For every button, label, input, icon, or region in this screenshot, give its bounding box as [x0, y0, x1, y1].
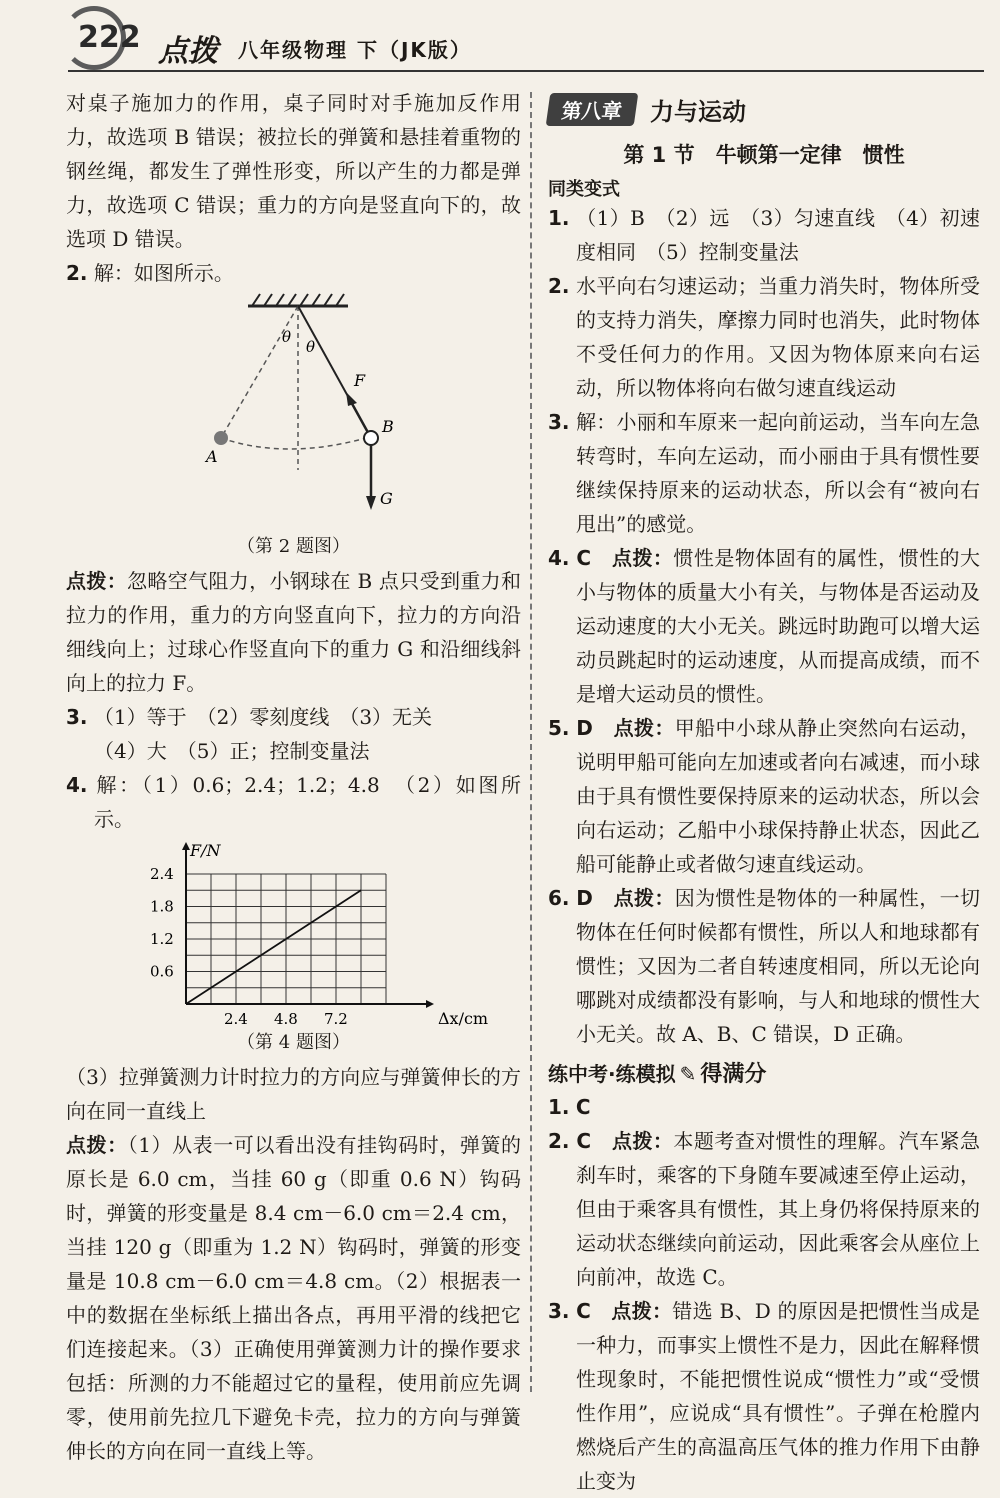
y-tick-label: 0.6	[150, 962, 174, 981]
q3-number: 3.	[66, 705, 88, 729]
force-G-label: G	[380, 489, 393, 508]
theta-left-label: θ	[282, 328, 292, 346]
column-divider	[530, 92, 532, 1392]
q2-tip-label: 点拨：	[66, 569, 128, 593]
page-header	[0, 0, 1000, 80]
list-item	[548, 1294, 980, 1498]
item-number: 3.	[548, 1299, 570, 1323]
item-text: 惯性是物体固有的属性，惯性的大小与物体的质量大小有关，与物体是否运动及运动速度的大小无关。跳远时助跑可以增大运动员跳起时的运动速度，从而提高成绩，而不是增大运动员的惯性。	[576, 546, 981, 706]
series-line	[186, 890, 361, 1004]
brand-logo: 点拨	[158, 34, 218, 69]
item-tip: D 点拨：	[576, 716, 675, 740]
item-number: 5.	[548, 716, 570, 740]
list-item	[548, 1124, 980, 1294]
item-number: 6.	[548, 886, 570, 910]
subsection-title: 同类变式	[548, 179, 620, 200]
x-axis-label: Δx/cm	[438, 1009, 489, 1026]
q4-tip	[66, 1128, 521, 1468]
item-tip: C	[575, 1095, 591, 1119]
q4-part3: （3）拉弹簧测力计时拉力的方向应与弹簧伸长的方向在同一直线上	[66, 1065, 521, 1123]
item-text: 水平向右匀速运动；当重力消失时，物体所受的支持力消失，摩擦力同时也消失，此时物体不受任何力的作用。又因为物体原来向右运动，所以物体将向右做匀速直线运动	[576, 274, 981, 400]
exam-suffix: 得满分	[700, 1062, 767, 1087]
y-tick-label: 2.4	[150, 865, 174, 883]
theta-right-label: θ	[306, 338, 316, 356]
list-item	[548, 541, 980, 711]
point-A-label: A	[206, 447, 218, 466]
list-item	[548, 405, 980, 541]
item-number: 1.	[548, 1095, 570, 1119]
q4-tip-text: （1）从表一可以看出没有挂钩码时，弹簧的原长是 6.0 cm，当挂 60 g（即重 0.6 N）钩码时，弹簧的形变量是 8.4 cm－6.0 cm＝2.4 cm，当挂 120 g（即重为 1.2 N）钩码时，弹簧的形变量是 10.8 cm－6.0 cm＝4.8 cm。（2）根据表一中的数据在坐标纸上描出各点，再用平滑的线把它们连接起来。（3）正确使用弹簧测力计的操作要求包括：所测的力不能超过它的量程，使用前应先调零，使用前先拉几下避免卡壳，拉力的方向与弹簧伸长的方向在同一直线上等。	[66, 1133, 522, 1463]
force-F-label: F	[354, 371, 366, 390]
force-extension-chart	[66, 836, 521, 1026]
x-axis-arrow	[426, 1000, 434, 1008]
x-tick-label: 2.4	[224, 1010, 248, 1026]
q2	[66, 256, 521, 290]
exam-heading	[548, 1057, 980, 1088]
item-text: 因为惯性是物体的一种属性，一切物体在任何时候都有惯性，所以人和地球都有惯性；又因为二者自转速度相同，所以无论向哪跳对成绩都没有影响，与人和地球的惯性大小无关。故 A、B、C 错误，D 正确。	[576, 886, 980, 1046]
item-number: 2.	[548, 274, 570, 298]
fig4-caption: （第 4 题图）	[237, 1032, 350, 1053]
item-tip: D 点拨：	[576, 886, 675, 910]
item-text: 本题考查对惯性的理解。汽车紧急刹车时，乘客的下身随车要减速至停止运动，但由于乘客具有惯性，其上身仍将保持原来的运动状态继续向前运动，因此乘客会从座位上向前冲，故选 C。	[576, 1129, 981, 1289]
item-text: 甲船中小球从静止突然向右运动，说明甲船可能向左加速或者向右减速，而小球由于具有惯性要保持原来的运动状态，所以会向右运动；乙船中小球保持静止状态，因此乙船可能静止或者做匀速直线运动。	[576, 716, 980, 876]
point-B-label: B	[382, 417, 394, 436]
y-axis-arrow	[182, 842, 190, 850]
right-column	[548, 86, 980, 1498]
y-axis-label: F/N	[190, 841, 221, 860]
list-item	[548, 269, 980, 405]
item-tip: C 点拨：	[576, 546, 674, 570]
fig2-caption: （第 2 题图）	[237, 536, 350, 557]
chart-series	[186, 890, 361, 1004]
item-number: 2.	[548, 1129, 570, 1153]
q3-line2: （4）大 （5）正；控制变量法	[94, 739, 370, 763]
q4-text: 解：（1）0.6；2.4；1.2；4.8 （2）如图所示。	[94, 773, 521, 831]
item-number: 4.	[548, 546, 570, 570]
item-tip: C 点拨：	[576, 1129, 674, 1153]
answer-list	[548, 201, 980, 1051]
q2-tip	[66, 564, 521, 700]
item-text: （1）B （2）远 （3）匀速直线 （4）初速度相同 （5）控制变量法	[576, 206, 980, 264]
y-tick-label: 1.2	[150, 930, 174, 948]
item-number: 3.	[548, 410, 570, 434]
page-number: 222	[78, 20, 141, 55]
book-title: 八年级物理 下（JK版）	[238, 38, 472, 62]
q4-number: 4.	[66, 773, 88, 797]
list-item	[548, 1090, 980, 1124]
q2-tip-text: 忽略空气阻力，小钢球在 B 点只受到重力和拉力的作用，重力的方向竖直向下，拉力的方向沿细线向上；过球心作竖直向下的重力 G 和沿细线斜向上的拉力 F。	[66, 569, 522, 695]
q1-continuation: 对桌子施加力的作用，桌子同时对手施加反作用力，故选项 B 错误；被拉长的弹簧和悬挂着重物的钢丝绳，都发生了弹性形变，所以产生的力都是弹力，故选项 C 错误；重力的方向是竖直向下的，故选项 D 错误。	[66, 91, 521, 251]
q4-tip-label: 点拨：	[66, 1133, 128, 1157]
list-item	[548, 711, 980, 881]
item-text: 错选 B、D 的原因是把惯性当成是一种力，而事实上惯性不是力，因此在解释惯性现象时，不能把惯性说成“惯性力”或“受惯性作用”，应说成“具有惯性”。子弹在枪膛内燃烧后产生的高温高压气体的推力作用下由静止变为	[576, 1299, 981, 1493]
chapter-heading	[548, 92, 980, 127]
x-tick-label: 7.2	[324, 1010, 348, 1026]
header-rule	[68, 70, 984, 72]
list-item	[548, 881, 980, 1051]
pendulum-figure	[66, 290, 521, 530]
item-number: 1.	[548, 206, 570, 230]
pen-icon: ✎	[679, 1062, 697, 1086]
left-column	[66, 86, 521, 1468]
section-title: 第 1 节 牛顿第一定律 惯性	[623, 143, 905, 167]
item-text: 解：小丽和车原来一起向前运动，当车向左急转弯时，车向左运动，而小丽由于具有惯性要继续保持原来的运动状态，所以会有“被向右甩出”的感觉。	[576, 410, 981, 536]
x-tick-label: 4.8	[274, 1010, 298, 1026]
chart-tick-labels	[150, 865, 348, 1026]
y-tick-label: 1.8	[150, 897, 174, 916]
q3-line1: （1）等于 （2）零刻度线 （3）无关	[93, 705, 433, 729]
item-tip: C 点拨：	[576, 1299, 673, 1323]
exam-title: 练中考·练模拟	[548, 1062, 676, 1086]
q3	[66, 700, 521, 734]
q2-number: 2.	[66, 261, 88, 285]
q4	[66, 768, 521, 836]
q2-text: 解：如图所示。	[93, 261, 234, 285]
chapter-title: 力与运动	[650, 98, 746, 126]
exam-answer-list	[548, 1090, 980, 1498]
list-item	[548, 201, 980, 269]
chapter-tag: 第八章	[546, 93, 639, 126]
